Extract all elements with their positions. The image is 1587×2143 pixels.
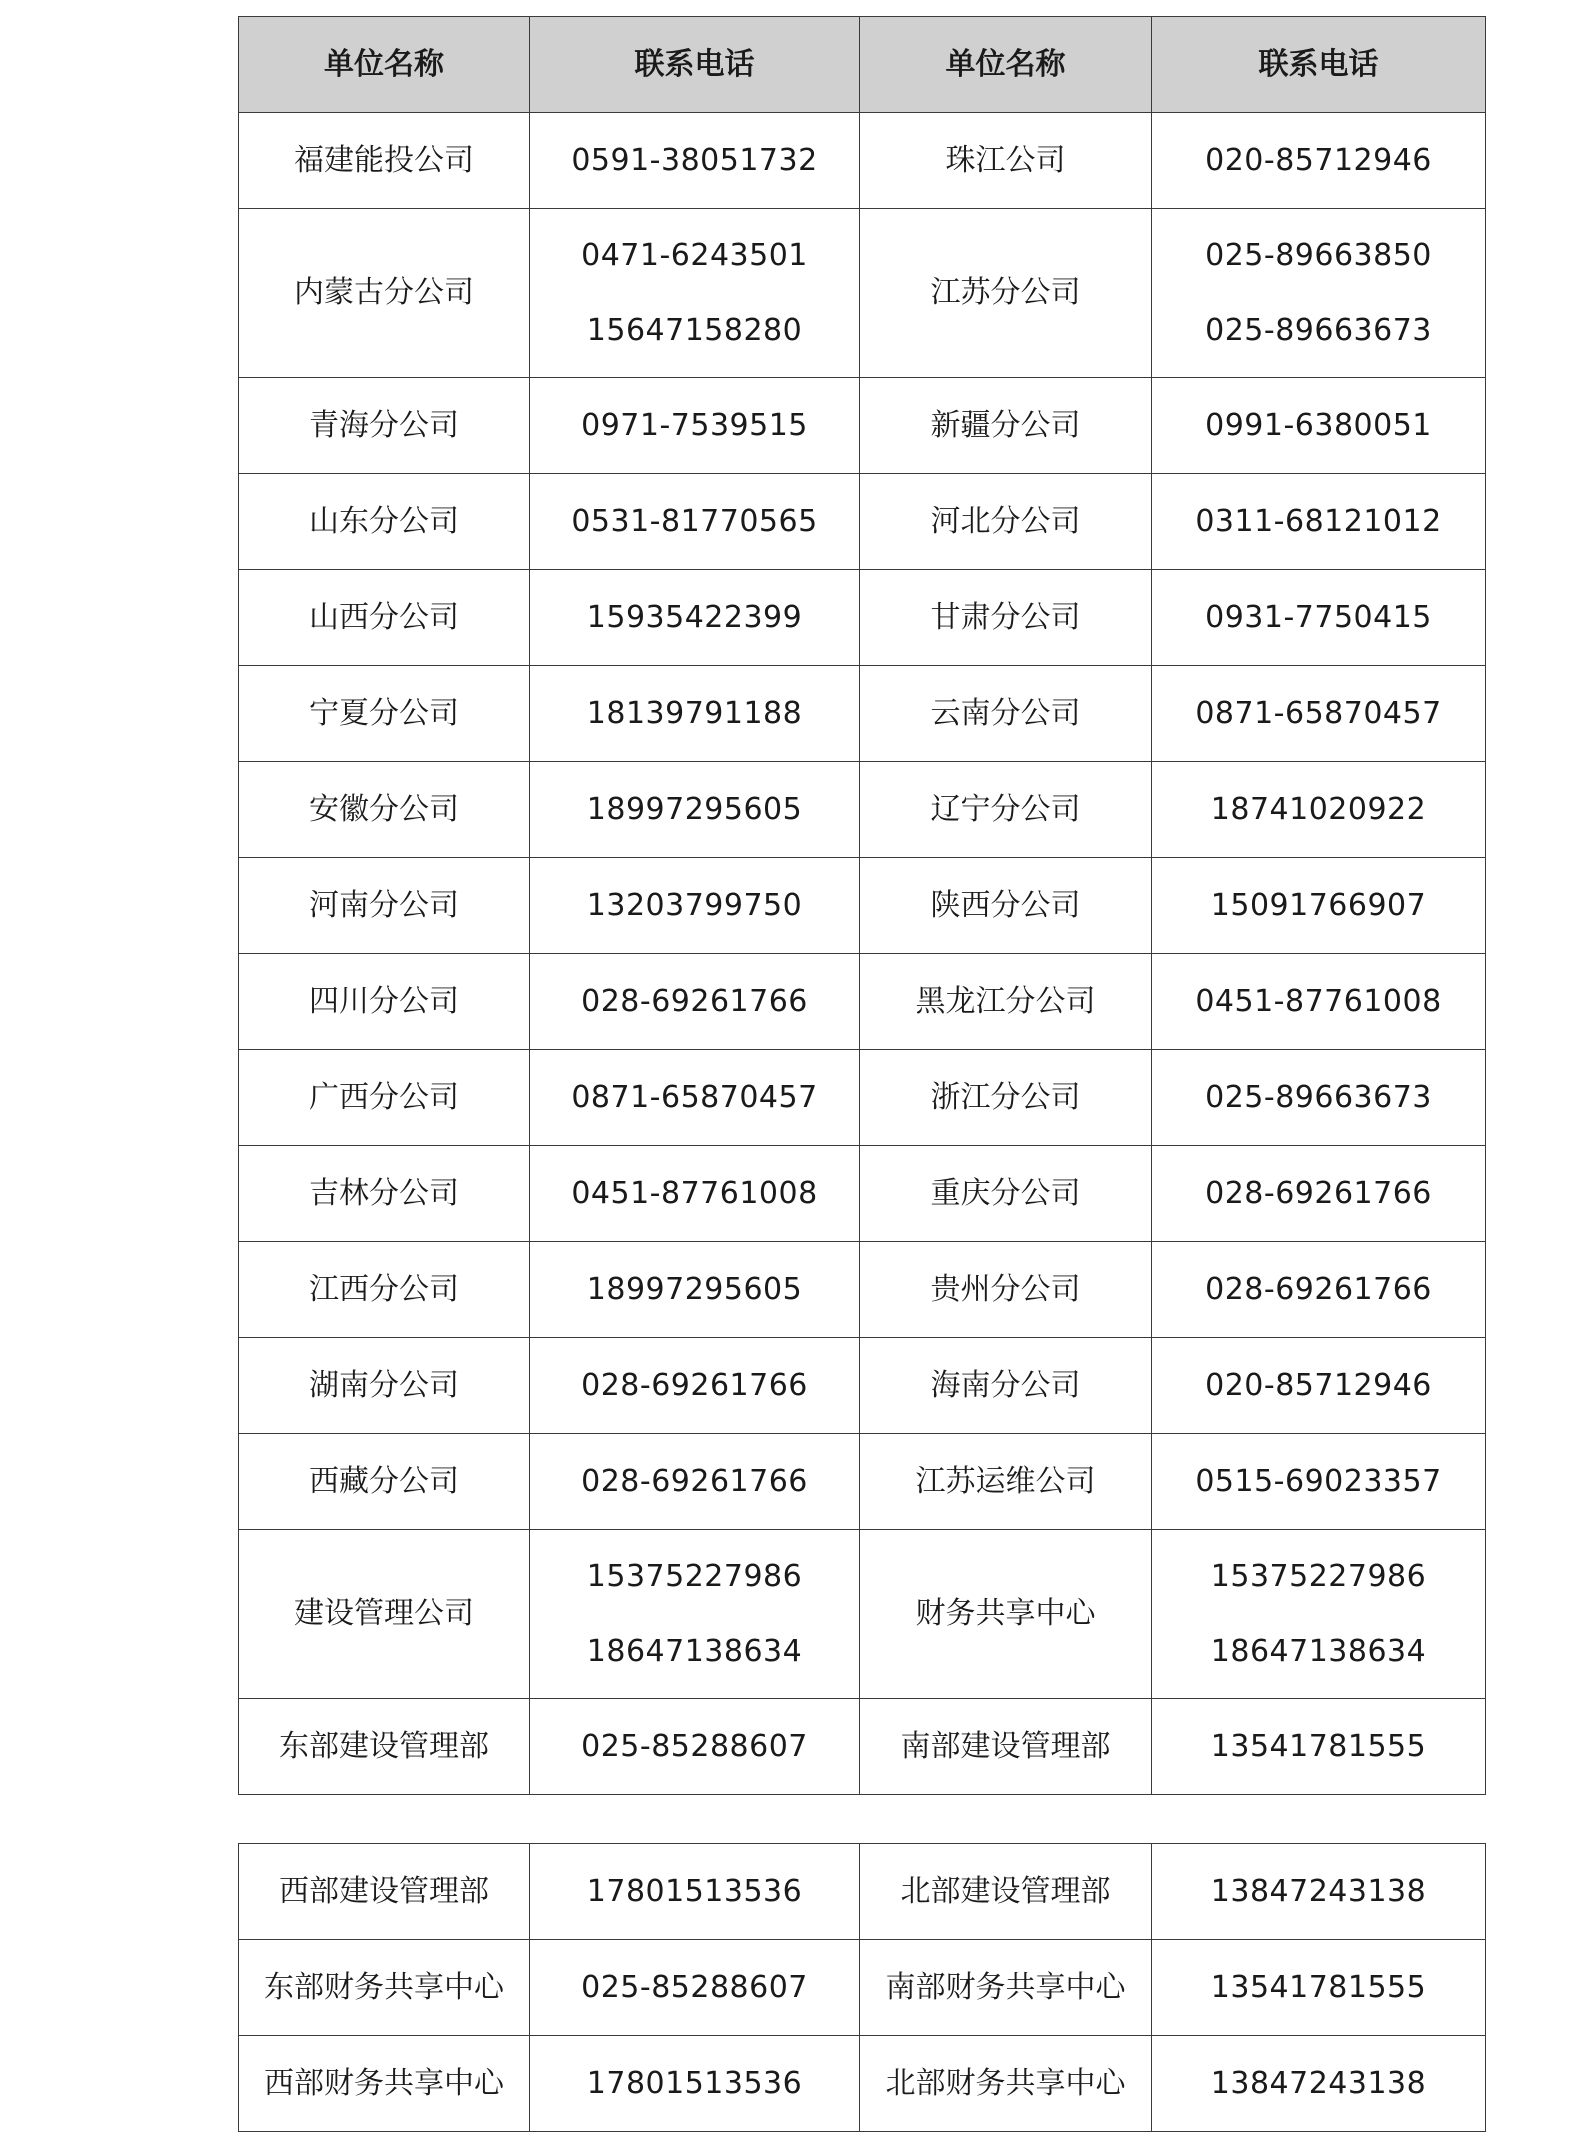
phone-number: 025-85288607 bbox=[581, 1969, 808, 2005]
phone-cell bbox=[530, 858, 860, 954]
phone-number: 0871-65870457 bbox=[1195, 695, 1442, 731]
phone-cell bbox=[1152, 2036, 1486, 2132]
phone-number: 18647138634 bbox=[586, 1633, 803, 1669]
phone-number: 0471-6243501 bbox=[581, 237, 808, 273]
unit-name-cell: 新疆分公司 bbox=[860, 378, 1152, 474]
unit-name-cell: 贵州分公司 bbox=[860, 1242, 1152, 1338]
table-row bbox=[239, 1242, 1486, 1338]
unit-name-cell: 广西分公司 bbox=[239, 1050, 530, 1146]
unit-name-cell: 青海分公司 bbox=[239, 378, 530, 474]
phone-cell bbox=[530, 954, 860, 1050]
unit-name-cell: 北部财务共享中心 bbox=[860, 2036, 1152, 2132]
phone-number: 025-89663850 bbox=[1205, 237, 1432, 273]
phone-cell bbox=[530, 378, 860, 474]
phone-number: 13203799750 bbox=[586, 887, 803, 923]
header-unit-name: 单位名称 bbox=[239, 17, 530, 113]
phone-number: 0451-87761008 bbox=[571, 1175, 818, 1211]
unit-name-cell: 重庆分公司 bbox=[860, 1146, 1152, 1242]
phone-number: 0991-6380051 bbox=[1205, 407, 1432, 443]
unit-name-cell: 四川分公司 bbox=[239, 954, 530, 1050]
unit-name-cell: 山东分公司 bbox=[239, 474, 530, 570]
phone-cell bbox=[1152, 1050, 1486, 1146]
unit-name-cell: 珠江公司 bbox=[860, 113, 1152, 209]
phone-number: 028-69261766 bbox=[581, 1367, 808, 1403]
phone-number: 0531-81770565 bbox=[571, 503, 818, 539]
unit-name-cell: 黑龙江分公司 bbox=[860, 954, 1152, 1050]
phone-number: 0931-7750415 bbox=[1205, 599, 1432, 635]
unit-name-cell: 福建能投公司 bbox=[239, 113, 530, 209]
phone-cell bbox=[1152, 666, 1486, 762]
unit-name-cell: 南部财务共享中心 bbox=[860, 1940, 1152, 2036]
phone-number: 028-69261766 bbox=[1205, 1175, 1432, 1211]
phone-cell bbox=[530, 1146, 860, 1242]
table-row bbox=[239, 1146, 1486, 1242]
phone-cell bbox=[1152, 762, 1486, 858]
unit-name-cell: 东部建设管理部 bbox=[239, 1699, 530, 1795]
table-row bbox=[239, 113, 1486, 209]
phone-number: 0591-38051732 bbox=[571, 142, 818, 178]
unit-name-cell: 云南分公司 bbox=[860, 666, 1152, 762]
table-row bbox=[239, 1530, 1486, 1699]
phone-number: 15647158280 bbox=[586, 312, 803, 348]
unit-name-cell: 浙江分公司 bbox=[860, 1050, 1152, 1146]
unit-name-cell: 河北分公司 bbox=[860, 474, 1152, 570]
phone-number: 025-85288607 bbox=[581, 1728, 808, 1764]
table-header-row bbox=[239, 17, 1486, 113]
unit-name-cell: 江苏运维公司 bbox=[860, 1434, 1152, 1530]
phone-cell bbox=[530, 1940, 860, 2036]
unit-name-cell: 北部建设管理部 bbox=[860, 1844, 1152, 1940]
phone-number: 17801513536 bbox=[586, 1873, 803, 1909]
unit-name-cell: 东部财务共享中心 bbox=[239, 1940, 530, 2036]
unit-name-cell: 安徽分公司 bbox=[239, 762, 530, 858]
phone-number: 13541781555 bbox=[1210, 1728, 1427, 1764]
unit-name-cell: 江西分公司 bbox=[239, 1242, 530, 1338]
phone-number: 18647138634 bbox=[1210, 1633, 1427, 1669]
unit-name-cell: 西部财务共享中心 bbox=[239, 2036, 530, 2132]
phone-number: 18997295605 bbox=[586, 1271, 803, 1307]
phone-cell bbox=[530, 209, 860, 378]
phone-cell bbox=[530, 570, 860, 666]
unit-name-cell: 西藏分公司 bbox=[239, 1434, 530, 1530]
phone-number: 0451-87761008 bbox=[1195, 983, 1442, 1019]
table-row bbox=[239, 666, 1486, 762]
phone-cell bbox=[530, 1844, 860, 1940]
table-row bbox=[239, 1434, 1486, 1530]
phone-number: 15935422399 bbox=[586, 599, 803, 635]
unit-name-cell: 内蒙古分公司 bbox=[239, 209, 530, 378]
phone-number: 15375227986 bbox=[1210, 1558, 1427, 1594]
table-row bbox=[239, 762, 1486, 858]
phone-cell bbox=[1152, 858, 1486, 954]
phone-number: 025-89663673 bbox=[1205, 312, 1432, 348]
table-row bbox=[239, 209, 1486, 378]
phone-cell bbox=[530, 1530, 860, 1699]
phone-cell bbox=[1152, 570, 1486, 666]
contact-table bbox=[238, 16, 1486, 1795]
table-row bbox=[239, 1050, 1486, 1146]
phone-cell bbox=[530, 1242, 860, 1338]
unit-name-cell: 辽宁分公司 bbox=[860, 762, 1152, 858]
unit-name-cell: 河南分公司 bbox=[239, 858, 530, 954]
table-row bbox=[239, 1940, 1486, 2036]
unit-name-cell: 财务共享中心 bbox=[860, 1530, 1152, 1699]
phone-number: 025-89663673 bbox=[1205, 1079, 1432, 1115]
table-row bbox=[239, 1844, 1486, 1940]
phone-cell bbox=[530, 1434, 860, 1530]
phone-cell bbox=[530, 666, 860, 762]
phone-number: 020-85712946 bbox=[1205, 142, 1432, 178]
phone-cell bbox=[1152, 1699, 1486, 1795]
phone-cell bbox=[1152, 474, 1486, 570]
phone-number: 028-69261766 bbox=[1205, 1271, 1432, 1307]
phone-cell bbox=[1152, 113, 1486, 209]
phone-cell bbox=[1152, 1242, 1486, 1338]
unit-name-cell: 建设管理公司 bbox=[239, 1530, 530, 1699]
unit-name-cell: 江苏分公司 bbox=[860, 209, 1152, 378]
table-row bbox=[239, 570, 1486, 666]
phone-number: 028-69261766 bbox=[581, 983, 808, 1019]
unit-name-cell: 南部建设管理部 bbox=[860, 1699, 1152, 1795]
phone-cell bbox=[1152, 1338, 1486, 1434]
table-row bbox=[239, 954, 1486, 1050]
phone-number: 15091766907 bbox=[1210, 887, 1427, 923]
unit-name-cell: 宁夏分公司 bbox=[239, 666, 530, 762]
phone-cell bbox=[530, 474, 860, 570]
table-row bbox=[239, 1699, 1486, 1795]
unit-name-cell: 海南分公司 bbox=[860, 1338, 1152, 1434]
phone-cell bbox=[1152, 1844, 1486, 1940]
unit-name-cell: 湖南分公司 bbox=[239, 1338, 530, 1434]
phone-cell bbox=[1152, 209, 1486, 378]
phone-cell bbox=[530, 1050, 860, 1146]
phone-cell bbox=[1152, 1940, 1486, 2036]
phone-number: 13847243138 bbox=[1210, 1873, 1427, 1909]
phone-number: 028-69261766 bbox=[581, 1463, 808, 1499]
unit-name-cell: 陕西分公司 bbox=[860, 858, 1152, 954]
header-phone: 联系电话 bbox=[1152, 17, 1486, 113]
phone-cell bbox=[530, 2036, 860, 2132]
phone-number: 13541781555 bbox=[1210, 1969, 1427, 2005]
table-row bbox=[239, 474, 1486, 570]
unit-name-cell: 吉林分公司 bbox=[239, 1146, 530, 1242]
unit-name-cell: 山西分公司 bbox=[239, 570, 530, 666]
phone-cell bbox=[1152, 1146, 1486, 1242]
phone-number: 13847243138 bbox=[1210, 2065, 1427, 2101]
phone-cell bbox=[1152, 1434, 1486, 1530]
header-phone: 联系电话 bbox=[530, 17, 860, 113]
table-row bbox=[239, 378, 1486, 474]
phone-cell bbox=[1152, 1530, 1486, 1699]
header-unit-name: 单位名称 bbox=[860, 17, 1152, 113]
phone-number: 17801513536 bbox=[586, 2065, 803, 2101]
phone-cell bbox=[1152, 954, 1486, 1050]
phone-number: 0871-65870457 bbox=[571, 1079, 818, 1115]
phone-cell bbox=[530, 113, 860, 209]
phone-cell bbox=[530, 1338, 860, 1434]
phone-number: 0311-68121012 bbox=[1195, 503, 1442, 539]
phone-number: 15375227986 bbox=[586, 1558, 803, 1594]
phone-number: 020-85712946 bbox=[1205, 1367, 1432, 1403]
table-row bbox=[239, 2036, 1486, 2132]
phone-cell bbox=[530, 762, 860, 858]
phone-number: 18997295605 bbox=[586, 791, 803, 827]
phone-number: 18741020922 bbox=[1210, 791, 1427, 827]
phone-number: 0971-7539515 bbox=[581, 407, 808, 443]
phone-number: 0515-69023357 bbox=[1195, 1463, 1442, 1499]
phone-cell bbox=[530, 1699, 860, 1795]
contact-table-continued-body bbox=[239, 1844, 1486, 2132]
contact-table-continued bbox=[238, 1843, 1486, 2132]
table-row bbox=[239, 858, 1486, 954]
unit-name-cell: 西部建设管理部 bbox=[239, 1844, 530, 1940]
table-row bbox=[239, 1338, 1486, 1434]
unit-name-cell: 甘肃分公司 bbox=[860, 570, 1152, 666]
phone-number: 18139791188 bbox=[586, 695, 803, 731]
contact-table-body bbox=[239, 113, 1486, 1795]
phone-cell bbox=[1152, 378, 1486, 474]
